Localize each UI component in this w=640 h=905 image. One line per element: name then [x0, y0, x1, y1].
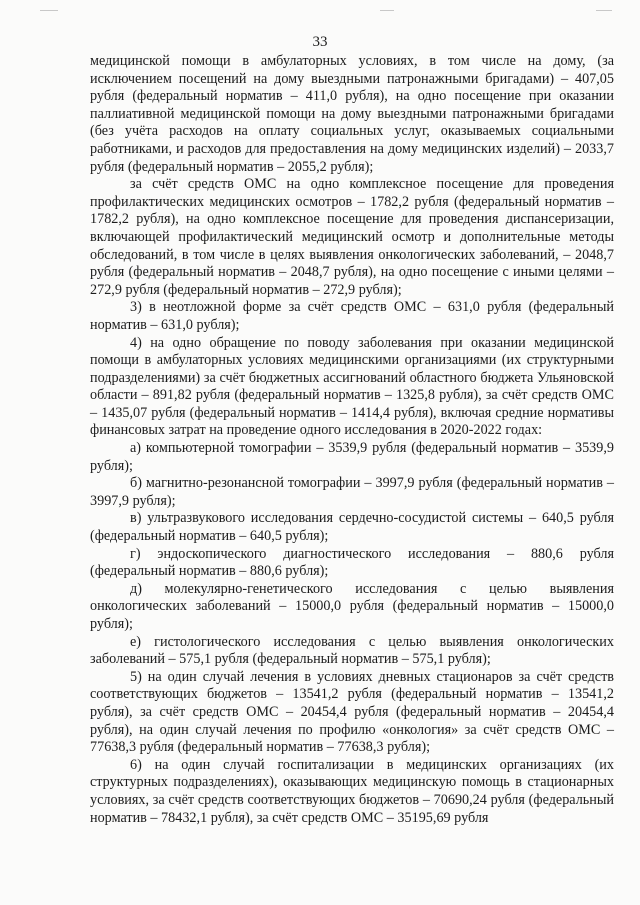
- page-number: 33: [312, 34, 328, 50]
- paragraph: а) компьютерной томографии – 3539,9 рубля (федеральный норматив – 3539,9 рубля);: [90, 440, 614, 474]
- scan-artifact: [596, 10, 612, 11]
- paragraph: г) эндоскопического диагностического исследования – 880,6 рубля (федеральный норматив – 880,6 рубля);: [90, 545, 614, 580]
- scan-artifact: [40, 10, 58, 11]
- paragraph: 4) на одно обращение по поводу заболевания при оказании медицинской помощи в амбулаторных условиях медицинскими организациями (их структурными подразделениями) за счёт бюджетных ассигнований областного бюджета Ульяновской области – 891,82 рубля (федеральный норматив – 1325,8 рубля), за счёт средств ОМС – 1435,07 рубля (федеральный норматив – 1414,4 рубля), включая средние нормативы финансовых затрат на проведение одного исследования в 2020-2022 годах:: [90, 334, 614, 439]
- paragraph: 5) на один случай лечения в условиях дневных стационаров за счёт средств соответствующих бюджетов – 13541,2 рубля (федеральный норматив – 13541,2 рубля), за счёт средств ОМС – 20454,4 рубля (федеральный норматив – 20454,4 рубля), на один случай лечения по профилю «онкология» за счёт средств ОМС – 77638,3 рубля (федеральный норматив – 77638,3 рубля);: [90, 668, 614, 756]
- paragraph: медицинской помощи в амбулаторных условиях, в том числе на дому, (за исключением посещений на дому выездными патронажными бригадами) – 407,05 рубля (федеральный норматив – 411,0 рубля), на одно посещение при оказании паллиативной медицинской помощи на дому выездными патронажными бригадами (без учёта расходов на оплату социальных услуг, оказываемых социальными работниками, и расходов для предоставления на дому медицинских изделий) – 2033,7 рубля (федеральный норматив – 2055,2 рубля);: [90, 53, 614, 175]
- paragraph: 3) в неотложной форме за счёт средств ОМС – 631,0 рубля (федеральный норматив – 631,0 рубля);: [90, 299, 614, 333]
- paragraph: д) молекулярно-генетического исследования с целью выявления онкологических заболеваний – 15000,0 рубля (федеральный норматив – 15000,0 рубля);: [90, 580, 614, 632]
- paragraph: за счёт средств ОМС на одно комплексное посещение для проведения профилактических медицинских осмотров – 1782,2 рубля (федеральный норматив – 1782,2 рубля), на одно комплексное посещение для проведения диспансеризации, включающей профилактический медицинский осмотр и дополнительные методы обследований, в том числе в целях выявления онкологических заболеваний, – 2048,7 рубля (федеральный норматив – 2048,7 рубля), на одно посещение с иными целями – 272,9 рубля (федеральный норматив – 272,9 рубля);: [90, 176, 614, 298]
- paragraph: е) гистологического исследования с целью выявления онкологических заболеваний – 575,1 рубля (федеральный норматив – 575,1 рубля);: [90, 633, 614, 668]
- document-body: [90, 53, 614, 827]
- paragraph: в) ультразвукового исследования сердечно-сосудистой системы – 640,5 рубля (федеральный норматив – 640,5 рубля);: [90, 510, 614, 545]
- scan-artifact: [380, 10, 394, 11]
- paragraph: б) магнитно-резонансной томографии – 3997,9 рубля (федеральный норматив – 3997,9 рубля);: [90, 475, 614, 509]
- paragraph: 6) на один случай госпитализации в медицинских организациях (их структурных подразделениях), оказывающих медицинскую помощь в стационарных условиях, за счёт средств соответствующих бюджетов – 70690,24 рубля (федеральный норматив – 78432,1 рубля), за счёт средств ОМС – 35195,69 рубля: [90, 756, 614, 826]
